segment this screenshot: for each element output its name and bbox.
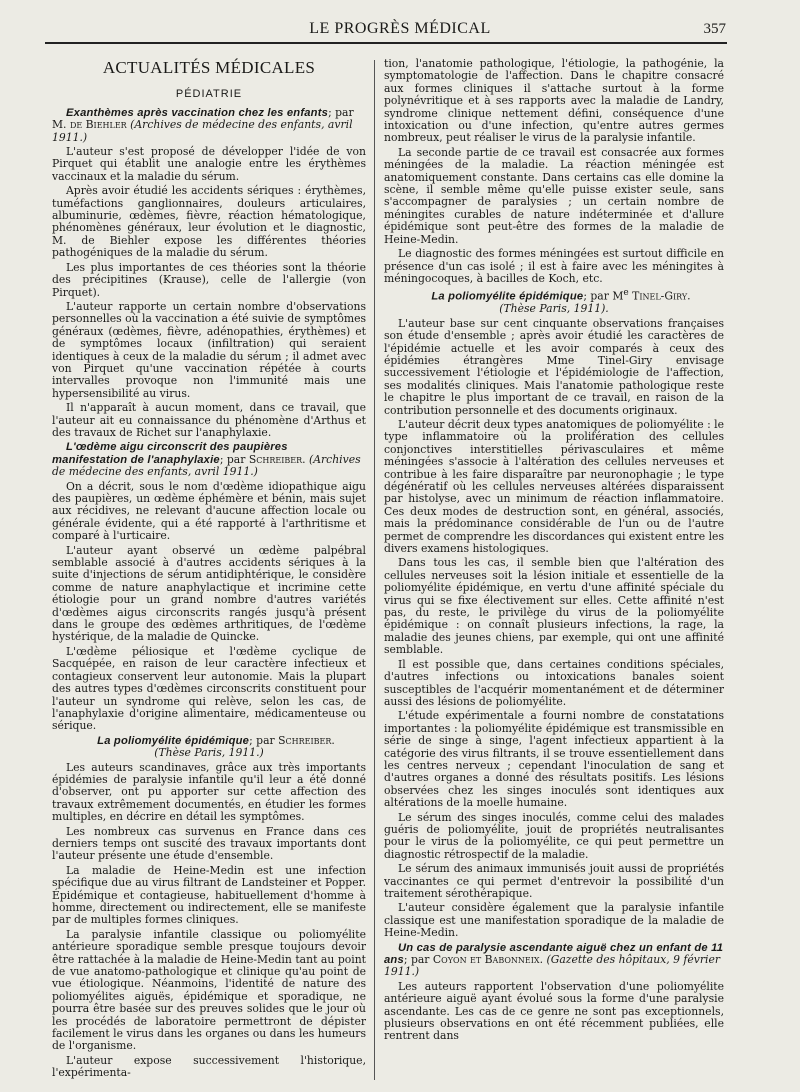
- article-title: Exanthèmes après vaccination chez les enfants: [66, 106, 329, 119]
- article-title: La poliomyélite épidémique: [97, 734, 250, 747]
- paragraph: L'étude expérimentale a fourni nombre de constatations importantes : la poliomyélite épidémique est transmissible en série de singe à singe, l'agent infectieux appartient à la catégorie des virus filtrants, il se trouve essentiellement dans les centres nerveux ; cependant l'inoculation de sang et d'autres organes a donné des résultats positifs. Les lésions observées chez les singes inoculés sont identiques aux altérations de la moelle humaine.: [384, 709, 724, 810]
- article-heading: [52, 107, 366, 144]
- paragraph: La seconde partie de ce travail est consacrée aux formes méningées de la maladie. La réaction méningée est anatomiquement constante. Dans certains cas elle domine la scène, il semble même qu'elle puisse exister seule, sans s'accompagner de paralysies ; un certain nombre de méningites curables de nature indéterminée et d'allure épidémique sont peut-être des formes de la maladie de Heine-Medin.: [384, 145, 724, 246]
- paragraph: L'auteur expose successivement l'historique, l'expérimenta-: [52, 1053, 366, 1080]
- paragraph: Il n'apparaît à aucun moment, dans ce travail, que l'auteur ait eu connaissance du phénomène d'Arthus et des travaux de Richet sur l'anaphylaxie.: [52, 401, 366, 439]
- article-title: L'œdème aigu circonscrit des paupières manifestation de l'anaphylaxie: [52, 441, 288, 466]
- paragraph: Les nombreux cas survenus en France dans ces derniers temps ont suscité des travaux importants dont l'auteur présente une étude d'ensemble.: [52, 824, 366, 863]
- paragraph: La paralysie infantile classique ou poliomyélite antérieure sporadique semble presque toujours devoir être rattachée à la maladie de Heine-Medin tant au point de vue anatomo-pathologique et clinique qu'au point de vue étiologique. Néanmoins, l'identité de nature des poliomyélites aiguës, épidémique et sporadique, ne pourra être basée sur des preuves solides que le jour où les procédés de laboratoire permettront de dépister facilement le virus dans les organes ou dans les humeurs de l'organisme.: [52, 927, 366, 1053]
- byline-prefix: ; par M: [583, 289, 624, 303]
- section-title: PÉDIATRIE: [175, 88, 243, 101]
- byline-prefix: ; par: [219, 452, 246, 466]
- paragraph: L'œdème péliosique et l'œdème cyclique de Sacquépée, en raison de leur caractère infectieux et contagieux conservent leur autonomie. Mais la plupart des autres types d'œdèmes circonscrits constituent pour l'auteur un syndrome qui relève, selon les cas, de l'anaphylaxie d'origine alimentaire, médicamenteuse ou sérique.: [52, 644, 366, 733]
- paragraph: Les plus importantes de ces théories sont la théorie des précipitines (Krause), celle de l'allergie (von Pirquet).: [52, 260, 366, 299]
- rubric-title: ACTUALITÉS MÉDICALES: [102, 58, 316, 77]
- article-heading: [52, 441, 366, 478]
- paragraph: Le diagnostic des formes méningées est surtout difficile en présence d'un cas isolé ; il est à faire avec les méningites à méningocoques, à bacilles de Koch, etc.: [384, 247, 724, 285]
- paragraph: Dans tous les cas, il semble bien que l'altération des cellules nerveuses soit la lésion initiale et essentielle de la poliomyélite épidémique, en vertu d'une affinité spéciale du virus qui se fixe électivement sur elles. Cette affinité n'est pas, du reste, le privilège du virus de la poliomyélite épidémique : on connaît plusieurs infections, la rage, la maladie des jeunes chiens, par exemple, qui ont une affinité semblable.: [384, 556, 724, 657]
- paragraph: L'auteur s'est proposé de développer l'idée de von Pirquet qui établit une analogie entre les érythèmes vaccinaux et la maladie du sérum.: [52, 145, 366, 183]
- byline-prefix: ; par: [403, 953, 430, 967]
- article-source: (Gazette des hôpitaux, 9 février 1911.): [384, 953, 721, 979]
- paragraph: Le sérum des animaux immunisés jouit aussi de propriétés vaccinantes ce qui permet d'entrevoir la possibilité d'un traitement sérothérapique.: [384, 862, 724, 900]
- paragraph: L'auteur considère également que la paralysie infantile classique est une manifestation sporadique de la maladie de Heine-Medin.: [384, 901, 724, 940]
- paragraph: Le sérum des singes inoculés, comme celui des malades guéris de poliomyélite, jouit de propriétés neutralisantes pour le virus de la poliomyélite, ce qui peut permettre un diagnostic rétrospectif de la maladie.: [384, 810, 724, 861]
- page-number: 357: [703, 21, 726, 37]
- article-author: Schreiber.: [278, 733, 335, 747]
- paragraph: L'auteur rapporte un certain nombre d'observations personnelles où la vaccination a été suivie de symptômes généraux (œdèmes, fièvre, adénopathies, érythèmes) et de symptômes locaux (infiltration) qui seraient identiques à ceux de la maladie du sérum ; il admet avec von Pirquet qu'une vaccination répétée à courts intervalles provoque non l'immunité mais une hypersensibilité au virus.: [52, 299, 366, 400]
- paragraph: L'auteur base sur cent cinquante observations françaises son étude d'ensemble ; après avoir étudié les caractères de l'épidémie actuelle et les avoir comparés à ceux des épidémies étrangères Mme Tinel-Giry envisage successivement l'étiologie et l'épidémiologie de l'affection, ses modalités cliniques. Mais l'anatomie pathologique reste le chapitre le plus important de ce travail, en raison de la contribution personnelle et des documents originaux.: [384, 316, 724, 417]
- paragraph: L'auteur ayant observé un œdème palpébral semblable associé à d'autres accidents sériques à la suite d'injections de sérum antidiphtérique, le considère comme de nature anaphylactique et incrimine cette étiologie pour un grand nombre d'autres variétés d'œdèmes aigus circonscrits rangés jusqu'à présent dans le groupe des œdèmes arthritiques, de l'œdème hystérique, de la maladie de Quincke.: [52, 543, 366, 644]
- article-author: Schreiber.: [248, 452, 306, 466]
- article-title: La poliomyélite épidémique: [431, 290, 584, 303]
- right-column: [384, 58, 724, 1088]
- left-column: [52, 58, 366, 1088]
- paragraph: La maladie de Heine-Medin est une infection spécifique due au virus filtrant de Landsteiner et Popper. Épidémique et contagieuse, habituellement d'homme à homme, directement ou indirectement, elle se manifeste par de multiples formes cliniques.: [52, 863, 366, 927]
- article-author: Tinel-Giry.: [632, 289, 691, 303]
- article-heading: [384, 942, 724, 979]
- article-source: (Archives de médecine des enfants, avril 1911.): [52, 452, 361, 479]
- article-title: Un cas de paralysie ascendante aiguë chez un enfant de 11 ans: [384, 941, 724, 967]
- article-heading: [52, 735, 366, 760]
- paragraph: Après avoir étudié les accidents sériques : érythèmes, tuméfactions ganglionnaires, douleurs articulaires, albuminurie, œdèmes, fièvre, réaction hématologique, phénomènes généraux, leur évolution et le diagnostic, M. de Biehler expose les différentes théories pathogéniques de la maladie du sérum.: [52, 184, 366, 260]
- header-rule: [45, 42, 727, 44]
- journal-title: LE PROGRÈS MÉDICAL: [309, 20, 491, 37]
- paragraph: L'auteur décrit deux types anatomiques de poliomyélite : le type inflammatoire où la prolifération des cellules conjonctives interstitielles périvasculaires et même méningées s'associe à l'altération des cellules nerveuses et contribue à les faire disparaître par neuronophagie ; le type dégénératif où les cellules nerveuses altérées disparaissent par histolyse, avec un minimum de réaction inflammatoire. Ces deux modes de destruction sont, en général, associés, mais la prédominance considérable de l'un ou de l'autre permet de comprendre les discordances qui existent entre les divers examens histologiques.: [384, 417, 724, 556]
- article-source: (Archives de médecine des enfants, avril 1911.): [52, 118, 353, 144]
- article-author: Coyon et Babonneix.: [432, 953, 544, 967]
- article-author: de Biehler: [69, 118, 127, 132]
- byline-prefix: ; par M.: [52, 105, 354, 132]
- paragraph: On a décrit, sous le nom d'œdème idiopathique aigu des paupières, un œdème éphémère et bénin, mais sujet aux récidives, ne relevant d'aucune affection locale ou générale évidente, qui a été rapporté à l'arthritisme et comparé à l'urticaire.: [52, 479, 366, 543]
- article-heading: [384, 287, 724, 315]
- article-source: (Thèse Paris, 1911).: [499, 302, 609, 316]
- column-divider: [374, 60, 375, 1080]
- paragraph: tion, l'anatomie pathologique, l'étiologie, la pathogénie, la symptomatologie de l'affection. Dans le chapitre consacré aux formes cliniques il s'attache surtout à la forme polynévritique et à ses rapports avec la maladie de Landry, syndrome clinique nettement défini, conséquence d'une intoxication ou d'une infection, qu'entre autres germes nombreux, peut réaliser le virus de la paralysie infantile.: [384, 58, 724, 145]
- byline-prefix: ; par: [249, 733, 275, 747]
- byline-superscript: e: [623, 288, 629, 299]
- paragraph: Les auteurs scandinaves, grâce aux très importants épidémies de paralysie infantile qu'il leur a été donné d'observer, ont pu apporter sur cette affection des travaux extrêmement documentés, en étudier les formes multiples, en décrire en détail les symptômes.: [52, 760, 366, 824]
- paragraph: Les auteurs rapportent l'observation d'une poliomyélite antérieure aiguë ayant évolué sous la forme d'une paralysie ascendante. Les cas de ce genre ne sont pas exceptionnels, plusieurs observations en ont été récemment publiées, elle rentrent dans: [384, 979, 724, 1043]
- article-source: (Thèse Paris, 1911.): [154, 746, 264, 760]
- paragraph: Il est possible que, dans certaines conditions spéciales, d'autres infections ou intoxications banales soient susceptibles de l'acquérir momentanément et de déterminer aussi des lésions de poliomyélite.: [384, 657, 724, 708]
